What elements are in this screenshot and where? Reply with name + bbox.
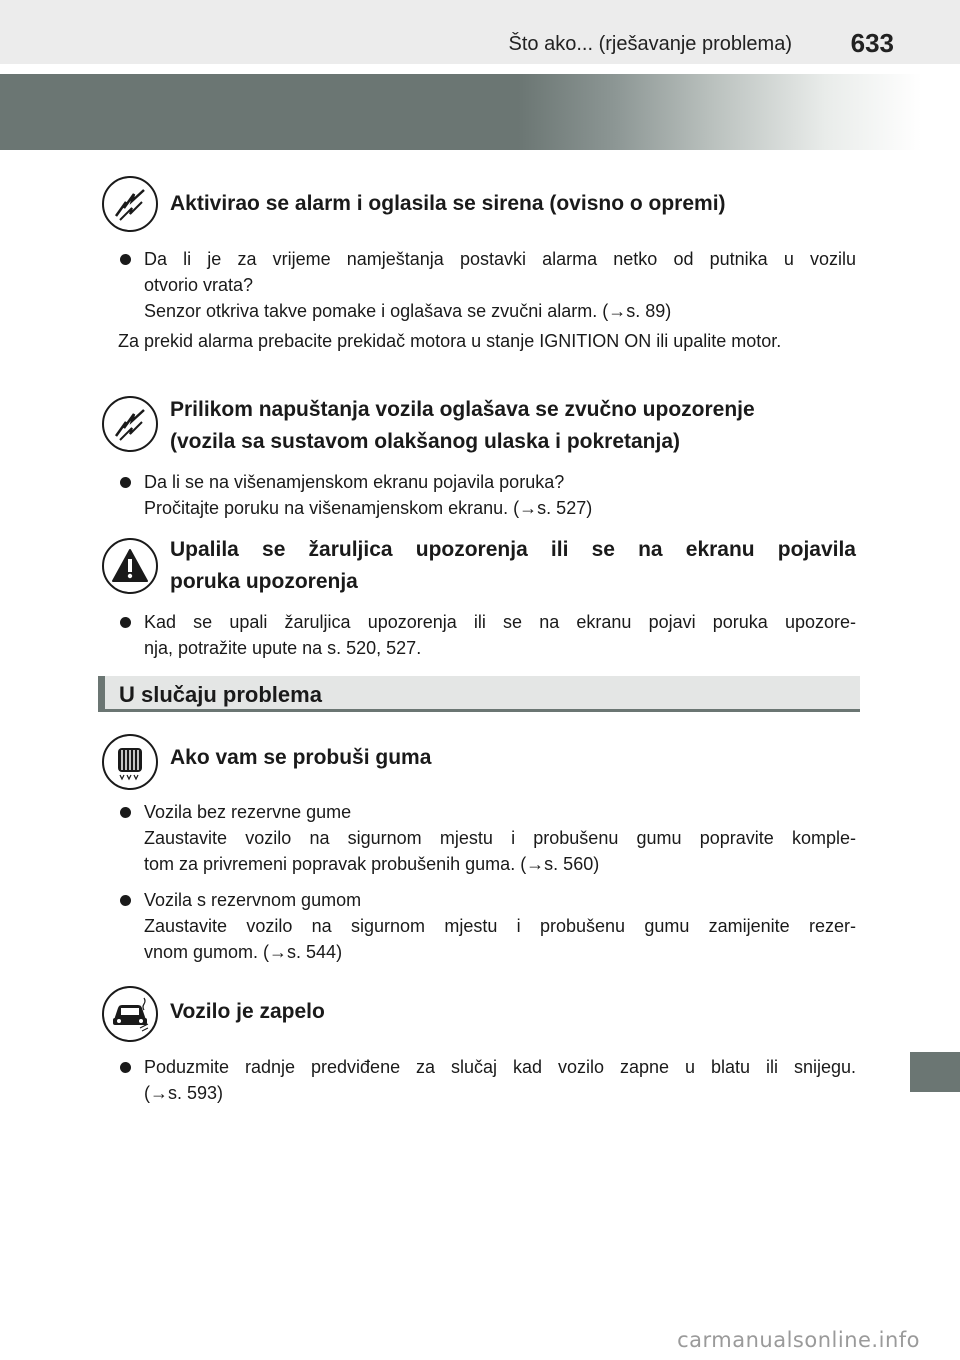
- watermark: carmanualsonline.info: [677, 1328, 920, 1352]
- bullet-line: Da li je za vrijeme namještanja postavki alarma netko od putnika u vozilu: [144, 249, 856, 269]
- bullet-line: Da li se na višenamjenskom ekranu pojavila poruka?: [144, 472, 565, 492]
- bullet-line: Pročitajte poruku na višenamjenskom ekranu. (→s. 527): [144, 498, 593, 518]
- bullet-line: Senzor otkriva takve pomake i oglašava se zvučni alarm. (→s. 89): [144, 301, 672, 321]
- paragraph: Za prekid alarma prebacite prekidač motora u stanje IGNITION ON ili upalite motor.: [118, 331, 782, 351]
- section-heading-flat-tire: Ako vam se probuši guma: [170, 746, 432, 769]
- section-heading-warning-light: [170, 534, 856, 598]
- bullet-line: otvorio vrata?: [144, 275, 254, 295]
- bullet-dot: [120, 807, 131, 818]
- bullet-line: Vozila s rezervnom gumom: [144, 890, 362, 910]
- bullet-dot: [120, 617, 131, 628]
- bullet-line: Zaustavite vozilo na sigurnom mjestu i probušenu gumu popravite komple-: [144, 828, 856, 848]
- bullet-line: nja, potražite upute na s. 520, 527.: [144, 638, 422, 658]
- warning-triangle-icon: [102, 538, 158, 594]
- heading-line: (vozila sa sustavom olakšanog ulaska i pokretanja): [170, 430, 681, 453]
- list-item: [120, 887, 856, 965]
- list-item: [120, 246, 856, 324]
- bullet-dot: [120, 254, 131, 265]
- heading-line: Prilikom napuštanja vozila oglašava se zvučno upozorenje: [170, 398, 755, 421]
- bullet-line: (→s. 593): [144, 1083, 224, 1103]
- list-item: [120, 799, 856, 877]
- section-title-bar: U slučaju problema: [98, 676, 860, 712]
- tire-icon: [102, 734, 158, 790]
- lightning-warning-icon: [102, 176, 158, 232]
- stuck-car-icon: [102, 986, 158, 1042]
- bullet-line: Poduzmite radnje predviđene za slučaj kad vozilo zapne u blatu ili snijegu.: [144, 1057, 856, 1077]
- list-item: [120, 609, 856, 661]
- bullet-dot: [120, 895, 131, 906]
- bullet-dot: [120, 1062, 131, 1073]
- section-heading-exit-warning: [170, 394, 856, 458]
- bullet-dot: [120, 477, 131, 488]
- bullet-line: Kad se upali žaruljica upozorenja ili se na ekranu pojavi poruka upozore-: [144, 612, 856, 632]
- section-heading-alarm: Aktivirao se alarm i oglasila se sirena (ovisno o opremi): [170, 192, 726, 215]
- section-heading-stuck: Vozilo je zapelo: [170, 1000, 325, 1023]
- lightning-warning-icon: [102, 396, 158, 452]
- page-number: 633: [850, 28, 894, 58]
- bullet-line: tom za privremeni popravak probušenih guma. (→s. 560): [144, 854, 600, 874]
- list-item: [120, 469, 856, 521]
- list-item: [120, 1054, 856, 1106]
- bullet-line: Zaustavite vozilo na sigurnom mjestu i probušenu gumu zamijenite rezer-: [144, 916, 856, 936]
- running-title: Što ako... (rješavanje problema): [508, 33, 792, 55]
- heading-line: Upalila se žaruljica upozorenja ili se na ekranu pojavila: [170, 538, 856, 561]
- heading-line: poruka upozorenja: [170, 570, 358, 593]
- bullet-line: Vozila bez rezervne gume: [144, 802, 352, 822]
- bullet-line: vnom gumom. (→s. 544): [144, 942, 343, 962]
